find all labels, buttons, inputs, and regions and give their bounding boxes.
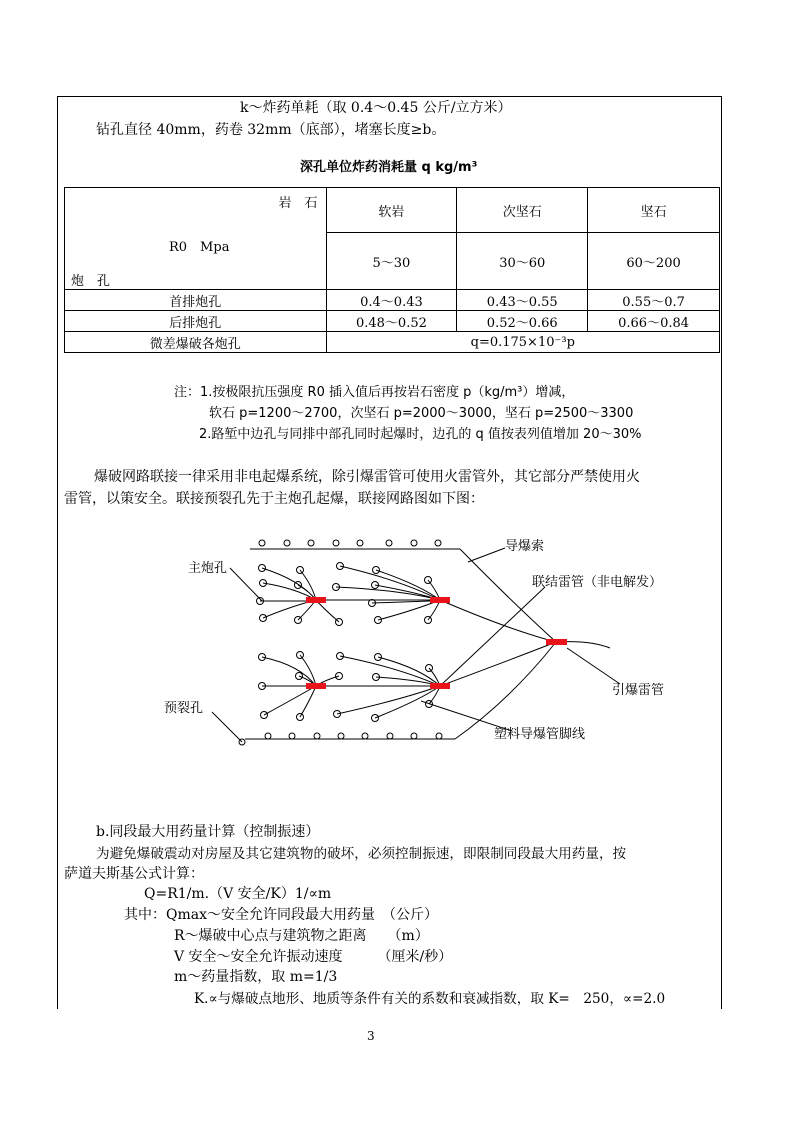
table-title: 深孔单位炸药消耗量 q kg/m³: [300, 160, 478, 175]
label-main-hole: 主炮孔: [188, 561, 228, 576]
where-3: V 安全～安全允许振动速度 （厘米/秒）: [174, 949, 453, 965]
where-5: K.∝与爆破点地形、地质等条件有关的系数和衰减指数，取 K= 250，∝=2.0: [194, 991, 666, 1007]
header-r0: R0 Mpa: [169, 240, 230, 255]
leader-connecting-detonator: [440, 587, 545, 686]
where-4: m～药量指数，取 m=1/3: [174, 969, 338, 985]
label-detonating-cord: 导爆索: [505, 539, 545, 554]
rock-type-cell: 坚石: [588, 188, 720, 233]
row-label: 微差爆破各炮孔: [65, 332, 327, 353]
initiating-detonator-red: [546, 639, 567, 645]
where-1: 其中：Qmax～安全允许同段最大用药量 （公斤）: [124, 907, 438, 923]
rock-type-cell: 次坚石: [457, 188, 588, 233]
detonator-red: [306, 597, 326, 603]
rock-type-cell: 软岩: [326, 188, 457, 233]
intro-line-2: 钻孔直径 40mm，药卷 32mm（底部），堵塞长度≥b。: [96, 122, 446, 138]
label-connecting-detonator: 联结雷管（非电解发）: [532, 575, 663, 590]
section-b-line-1: 为避免爆破震动对房屋及其它建筑物的破坏，必须控制振速，即限制同段最大用药量，按: [96, 846, 627, 862]
label-presplit-hole: 预裂孔: [164, 701, 204, 716]
section-b-line-2: 萨道夫斯基公式计算：: [64, 866, 204, 882]
row-label: 后排炮孔: [65, 311, 327, 332]
paragraph-line-2: 雷管，以策安全。联接预裂孔先于主炮孔起爆，联接网路图如下图：: [64, 491, 484, 507]
table-cell: q=0.175×10⁻³p: [326, 332, 719, 353]
presplit-holes-top: [259, 540, 441, 546]
table-cell: 0.4～0.43: [326, 290, 457, 311]
label-plastic-tube: 塑料导爆管脚线: [494, 727, 586, 742]
header-hole: 炮 孔: [71, 274, 111, 289]
table-cell: 0.52～0.66: [457, 311, 588, 332]
header-rock: 岩 石: [278, 196, 318, 211]
cord-connection-top: [460, 549, 556, 642]
intro-line-1: k～炸药单耗（取 0.4～0.45 公斤/立方米）: [240, 100, 512, 116]
row-label: 首排炮孔: [65, 290, 327, 311]
leader-detonating-cord: [468, 548, 505, 562]
page-number: 3: [367, 1029, 375, 1043]
leader-main-hole: [230, 568, 262, 601]
label-initiating-detonator: 引爆雷管: [612, 683, 665, 698]
detonator-red: [430, 597, 450, 603]
where-2: R～爆破中心点与建筑物之距离 （m）: [174, 928, 429, 944]
tube-connection-lower: [440, 642, 556, 686]
paragraph-line-1: 爆破网路联接一律采用非电起爆系统，除引爆雷管可使用火雷管外，其它部分严禁使用火: [94, 469, 640, 485]
detonator-red: [430, 683, 450, 689]
detonator-red: [306, 683, 326, 689]
table-cell: 0.55～0.7: [588, 290, 720, 311]
strength-cell: 30～60: [457, 233, 588, 290]
note-1b: 软石 p=1200～2700，次坚石 p=2000～3000，坚石 p=2500～3300: [209, 406, 634, 421]
leader-presplit: [212, 712, 242, 742]
formula: Q=R1/m.（V 安全/K）1/∝m: [144, 886, 332, 902]
note-1: 注：1.按极限抗压强度 R0 插入值后再按岩石密度 p（kg/m³）增减，: [174, 385, 575, 400]
tube-connection-upper: [440, 600, 556, 642]
table-cell: 0.43～0.55: [457, 290, 588, 311]
section-b-heading: b.同段最大用药量计算（控制振速）: [96, 824, 320, 840]
main-holes-upper: [257, 563, 441, 626]
strength-cell: 5～30: [326, 233, 457, 290]
table-cell: 0.66～0.84: [588, 311, 720, 332]
table-cell: 0.48～0.52: [326, 311, 457, 332]
strength-cell: 60～200: [588, 233, 720, 290]
note-2: 2.路堑中边孔与同排中部孔同时起爆时，边孔的 q 值按表列值增加 20～30%: [199, 427, 642, 442]
